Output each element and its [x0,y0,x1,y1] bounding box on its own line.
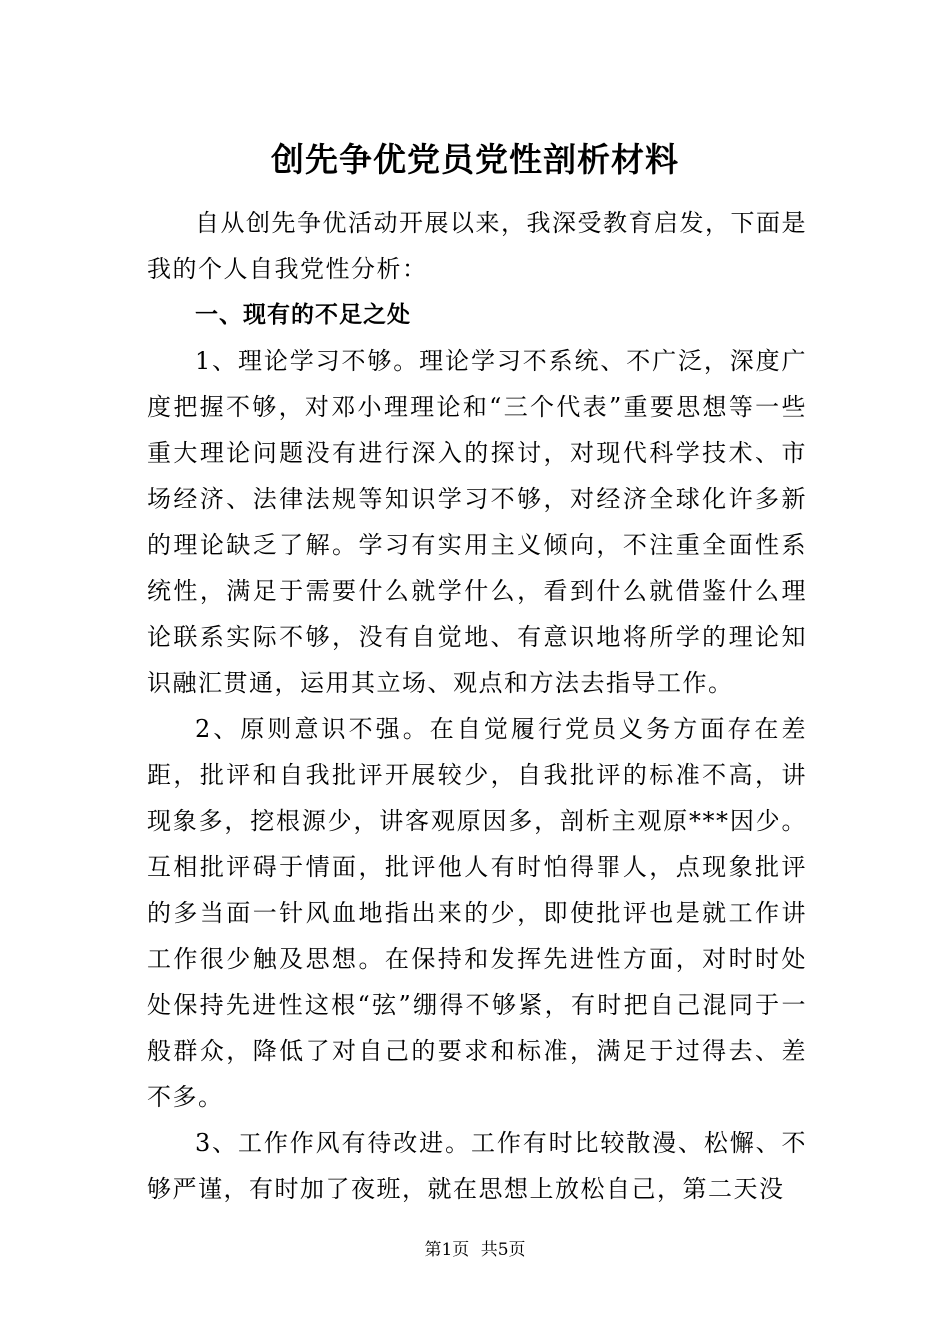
paragraph-item-2: 2、原则意识不强。在自觉履行党员义务方面存在差距，批评和自我批评开展较少，自我批评的标准不高，讲现象多，挖根源少，讲客观原因多，剖析主观原***因少。互相批评碍于情面，批评他人有时怕得罪人，点现象批评的多当面一针风血地指出来的少，即使批评也是就工作讲工作很少触及思想。在保持和发挥先进性方面，对时时处处保持先进性这根“弦”绷得不够紧，有时把自己混同于一般群众，降低了对自己的要求和标准，满足于过得去、差不多。 [147,715,807,1111]
intro-paragraph: 自从创先争优活动开展以来，我深受教育启发，下面是我的个人自我党性分析： [147,209,807,283]
paragraph-item-3: 3、工作作风有待改进。工作有时比较散漫、松懈、不够严谨，有时加了夜班，就在思想上放松自己，第二天没 [147,1129,807,1203]
paragraph-item-1: 1、理论学习不够。理论学习不系统、不广泛，深度广度把握不够，对邓小理理论和“三个代表”重要思想等一些重大理论问题没有进行深入的探讨，对现代科学技术、市场经济、法律法规等知识学习不够，对经济全球化许多新的理论缺乏了解。学习有实用主义倾向，不注重全面性系统性，满足于需要什么就学什么，看到什么就借鉴什么理论联系实际不够，没有自觉地、有意识地将所学的理论知识融汇贯通，运用其立场、观点和方法去指导工作。 [147,347,807,697]
document-title: 创先争优党员党性剖析材料 [271,140,679,179]
section-heading-1: 一、现有的不足之处 [195,302,411,328]
page-footer: 第1页 共5页 [424,1240,526,1260]
document-body [147,200,807,1212]
